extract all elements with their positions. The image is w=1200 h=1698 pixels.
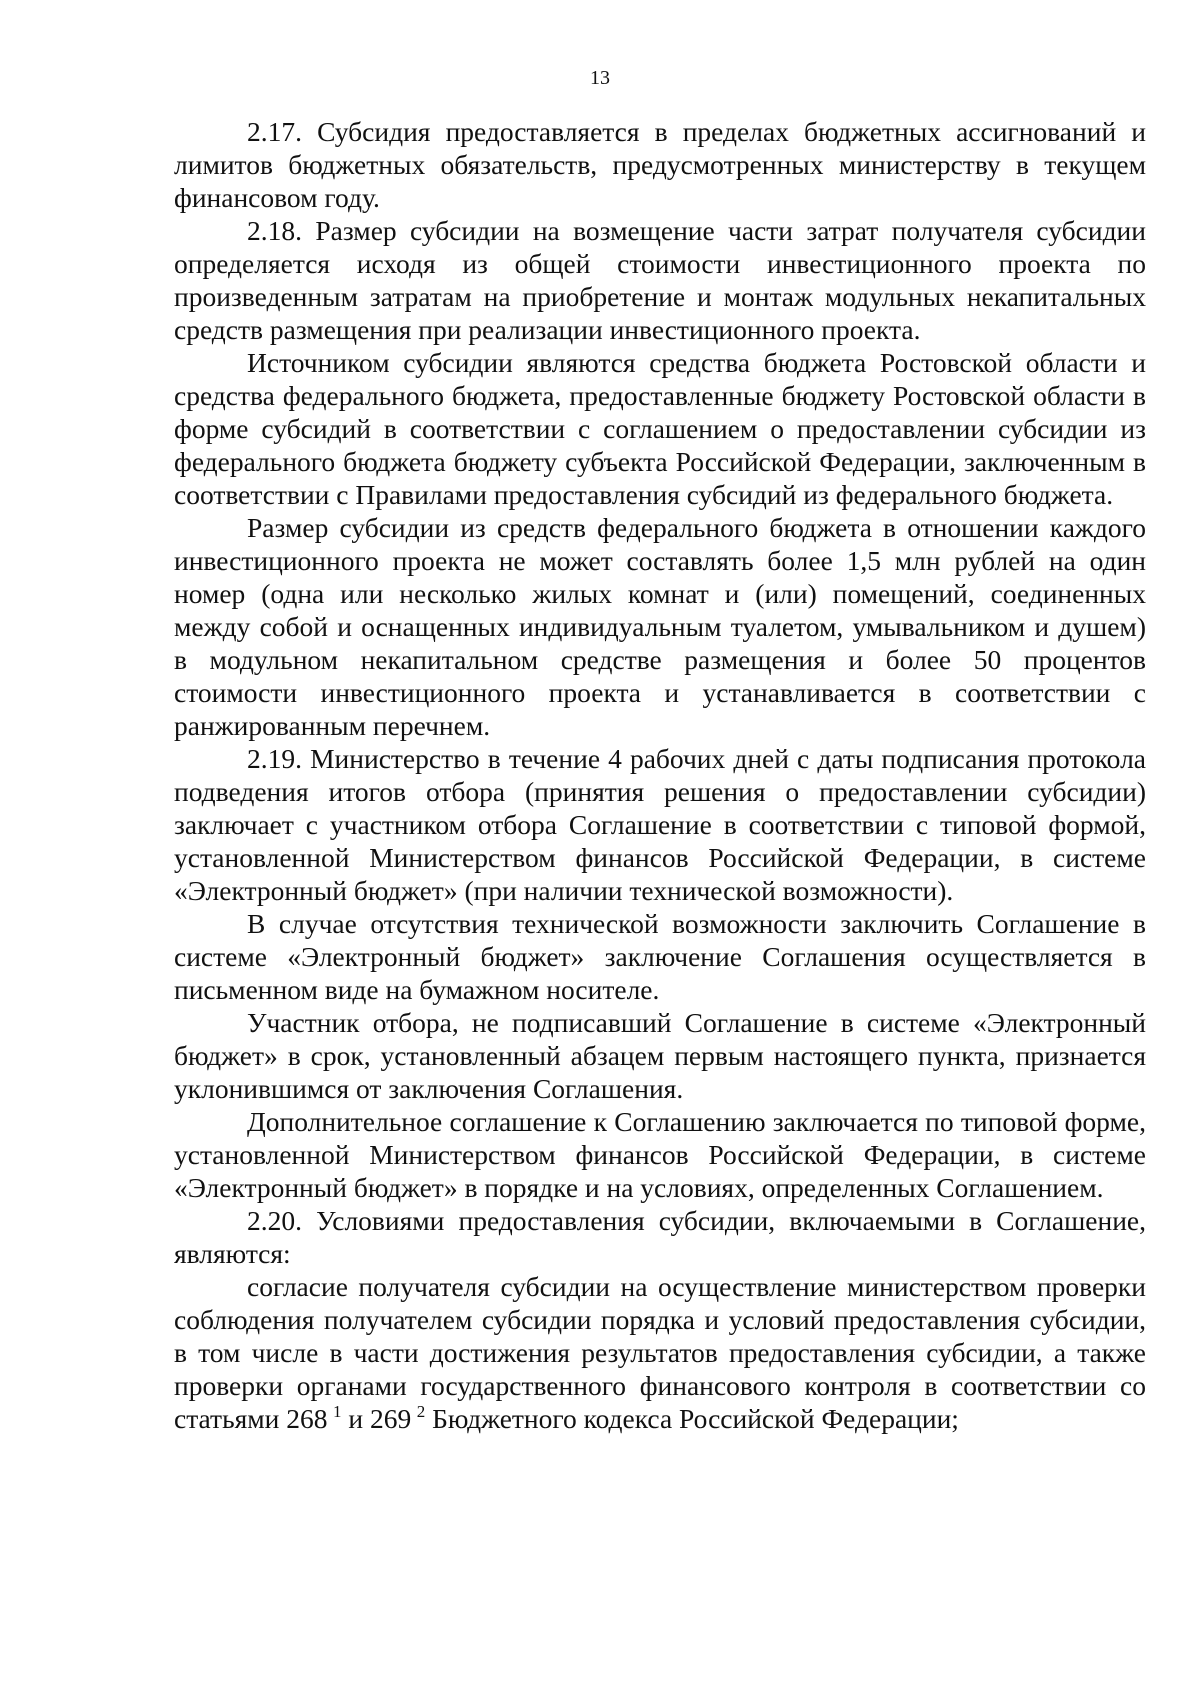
paragraph-2-17: 2.17. Субсидия предоставляется в пределах бюджетных ассигнований и лимитов бюджетных обязательств, предусмотренных министерству в текущем финансовом году.: [174, 116, 1146, 213]
paragraph-2-18: 2.18. Размер субсидии на возмещение части затрат получателя субсидии определяется исходя из общей стоимости инвестиционного проекта по произведенным затратам на приобретение и монтаж модульных некапитальных средств размещения при реализации инвестиционного проекта.: [174, 215, 1146, 345]
document-body: [174, 115, 1146, 1435]
article-268-superscript: 1: [333, 1402, 342, 1421]
article-269-superscript: 2: [416, 1402, 426, 1421]
paragraph-subsidy-source: Источником субсидии являются средства бюджета Ростовской области и средства федерального бюджета, предоставленные бюджету Ростовской области в форме субсидий в соответствии с соглашением о предоставлении субсидии из федерального бюджета бюджету субъекта Российской Федерации, заключенным в соответствии с Правилами предоставления субсидий из федерального бюджета.: [174, 347, 1146, 510]
paragraph-federal-subsidy-size: Размер субсидии из средств федерального бюджета в отношении каждого инвестиционного проекта не может составлять более 1,5 млн рублей на один номер (одна или несколько жилых комнат и (или) помещений, соединенных между собой и оснащенных индивидуальным туалетом, умывальником и душем) в модульном некапитальном средстве размещения и более 50 процентов стоимости инвестиционного проекта и устанавливается в соответствии с ранжированным перечнем.: [174, 512, 1146, 741]
paragraph-additional-agreement: Дополнительное соглашение к Соглашению заключается по типовой форме, установленной Министерством финансов Российской Федерации, в системе «Электронный бюджет» в порядке и на условиях, определенных Соглашением.: [174, 1106, 1146, 1203]
paragraph-unsigned-agreement: Участник отбора, не подписавший Соглашение в системе «Электронный бюджет» в срок, установленный абзацем первым настоящего пункта, признается уклонившимся от заключения Соглашения.: [174, 1007, 1146, 1104]
paragraph-paper-agreement: В случае отсутствия технической возможности заключить Соглашение в системе «Электронный бюджет» заключение Соглашения осуществляется в письменном виде на бумажном носителе.: [174, 908, 1146, 1005]
consent-text-middle: и 269: [341, 1403, 412, 1434]
paragraph-consent-condition: [174, 1270, 1146, 1435]
page-number: 13: [590, 67, 610, 89]
consent-text-end: Бюджетного кодекса Российской Федерации;: [425, 1403, 959, 1434]
paragraph-2-20: 2.20. Условиями предоставления субсидии, включаемыми в Соглашение, являются:: [174, 1205, 1146, 1269]
consent-text-start: согласие получателя субсидии на осуществление министерством проверки соблюдения получателем субсидии порядка и условий предоставления субсидии, в том числе в части достижения результатов предоставления субсидии, а также проверки органами государственного финансового контроля в соответствии со статьями 268: [174, 1271, 1146, 1434]
paragraph-2-19: 2.19. Министерство в течение 4 рабочих дней с даты подписания протокола подведения итогов отбора (принятия решения о предоставлении субсидии) заключает с участником отбора Соглашение в соответствии с типовой формой, установленной Министерством финансов Российской Федерации, в системе «Электронный бюджет» (при наличии технической возможности).: [174, 743, 1146, 906]
